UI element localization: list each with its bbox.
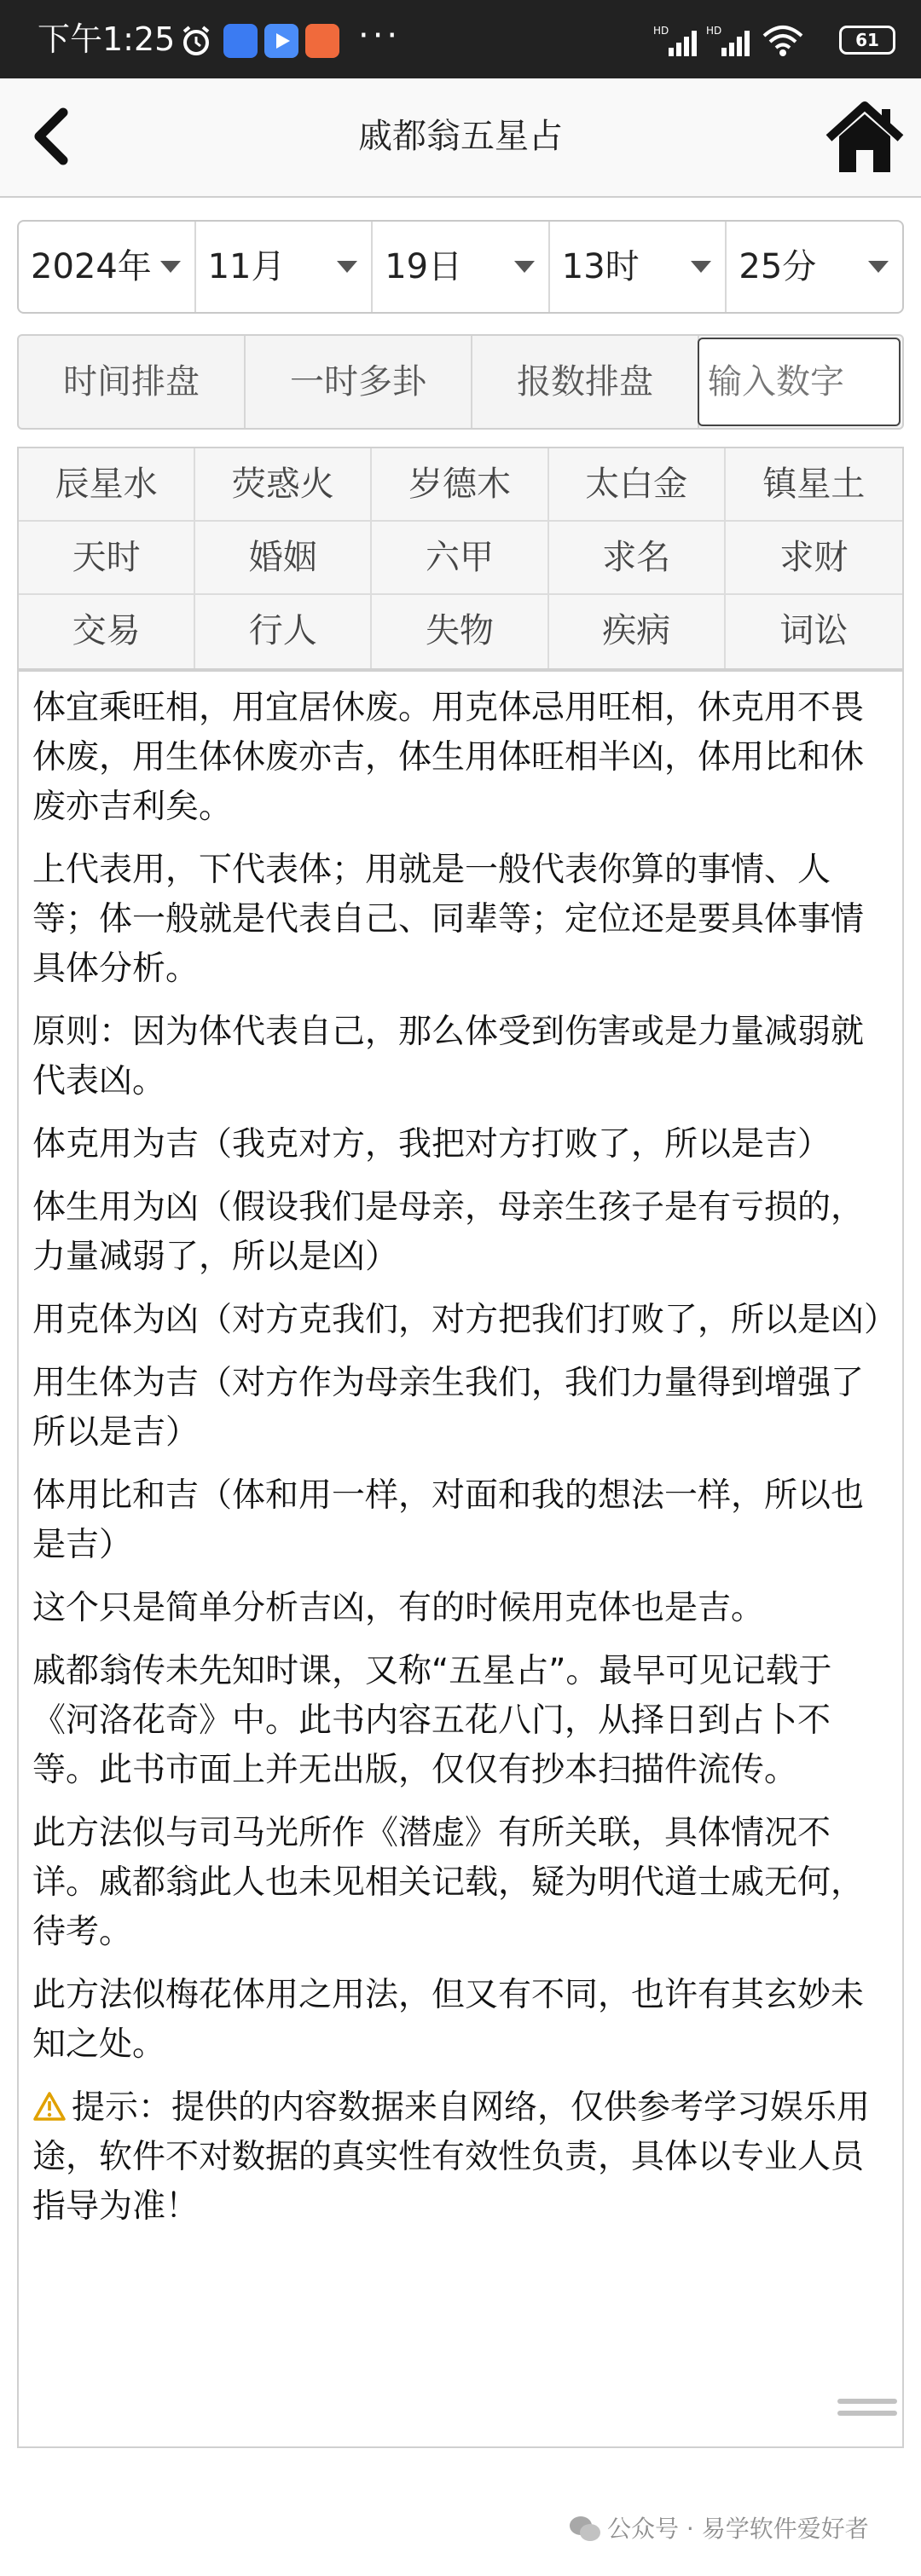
grid-item-saturn[interactable]: 镇星土 — [726, 448, 902, 522]
day-value: 19日 — [385, 247, 463, 286]
mode-tabs — [17, 334, 904, 430]
grid-item-lost-item[interactable]: 失物 — [372, 595, 548, 668]
hour-value: 13时 — [561, 247, 640, 286]
svg-text:HD: HD — [706, 25, 722, 37]
alarm-icon — [179, 24, 213, 58]
app-header — [0, 78, 921, 198]
notice-text: 提示：提供的内容数据来自网络，仅供参考学习娱乐用途，软件不对数据的真实性有效性负责，具体以专业人员指导为准！ — [32, 2088, 871, 2226]
watermark-text: 公众号 · 易学软件爱好者 — [607, 2515, 869, 2543]
grid-item-illness[interactable]: 疾病 — [549, 595, 726, 668]
chevron-down-icon — [337, 261, 357, 273]
hour-select[interactable] — [550, 222, 727, 312]
description-panel — [17, 670, 904, 2448]
year-value: 2024年 — [31, 247, 152, 286]
category-grid — [17, 447, 904, 670]
wechat-icon — [568, 2514, 602, 2544]
paragraph: 用克体为凶（对方克我们，对方把我们打败了，所以是凶） — [32, 1301, 898, 1339]
paragraph: 体生用为凶（假设我们是母亲，母亲生孩子是有亏损的，力量减弱了，所以是凶） — [32, 1188, 865, 1276]
paragraph: 体用比和吉（体和用一样，对面和我的想法一样，所以也是吉） — [32, 1476, 865, 1564]
page-title: 戚都翁五星占 — [358, 117, 563, 156]
paragraph: 原则：因为体代表自己，那么体受到伤害或是力量减弱就代表凶。 — [32, 1013, 865, 1100]
paragraph: 体克用为吉（我克对方，我把对方打败了，所以是吉） — [32, 1125, 831, 1164]
paragraph: 这个只是简单分析吉凶，有的时候用克体也是吉。 — [32, 1589, 765, 1627]
grid-item-trade[interactable]: 交易 — [19, 595, 195, 668]
wifi-icon — [761, 24, 805, 58]
grid-item-jupiter[interactable]: 岁德木 — [372, 448, 548, 522]
tab-time-chart[interactable]: 时间排盘 — [19, 336, 246, 428]
paragraph: 戚都翁传未先知时课，又称“五星占”。最早可见记载于《河洛花奇》中。此书内容五花八门，从择日到占卜不等。此书市面上并无出版，仅仅有抄本扫描件流传。 — [32, 1652, 832, 1789]
chevron-down-icon — [160, 261, 181, 273]
drag-handle-icon[interactable] — [837, 2395, 897, 2421]
tab-number-chart[interactable]: 报数排盘 — [472, 336, 699, 428]
day-select[interactable] — [373, 222, 550, 312]
app-notification-icon — [223, 24, 258, 58]
grid-item-mars[interactable]: 荧惑火 — [195, 448, 372, 522]
minute-value: 25分 — [739, 247, 817, 286]
month-select[interactable] — [196, 222, 374, 312]
paragraph: 上代表用，下代表体；用就是一般代表你算的事情、人等；体一般就是代表自己、同辈等；定位还是要具体事情具体分析。 — [32, 851, 865, 988]
grid-item-pregnancy[interactable]: 六甲 — [372, 522, 548, 595]
grid-item-mercury[interactable]: 辰星水 — [19, 448, 195, 522]
year-select[interactable] — [19, 222, 196, 312]
month-value: 11月 — [207, 247, 286, 286]
tab-multi-hexagram[interactable]: 一时多卦 — [246, 336, 472, 428]
paragraph: 用生体为吉（对方作为母亲生我们，我们力量得到增强了所以是吉） — [32, 1364, 865, 1452]
more-notifications-icon: ··· — [358, 16, 402, 55]
chevron-down-icon — [868, 261, 889, 273]
grid-item-marriage[interactable]: 婚姻 — [195, 522, 372, 595]
video-app-icon — [264, 24, 298, 58]
signal-hd2-icon — [706, 24, 752, 58]
grid-item-wealth[interactable]: 求财 — [726, 522, 902, 595]
paragraph: 此方法似与司马光所作《潜虚》有所关联，具体情况不详。戚都翁此人也未见相关记载，疑为明代道士戚无何，待考。 — [32, 1814, 865, 1951]
grid-item-traveler[interactable]: 行人 — [195, 595, 372, 668]
home-icon[interactable] — [824, 99, 906, 176]
chevron-down-icon — [514, 261, 535, 273]
game-app-icon — [305, 24, 339, 58]
warning-icon — [32, 2091, 67, 2122]
datetime-selector — [17, 220, 904, 314]
status-bar — [0, 0, 921, 78]
grid-item-fame[interactable]: 求名 — [549, 522, 726, 595]
status-time: 下午1:25 — [38, 20, 176, 58]
battery-icon — [839, 26, 895, 55]
chevron-down-icon — [691, 261, 711, 273]
signal-hd1-icon — [653, 24, 699, 58]
grid-item-weather[interactable]: 天时 — [19, 522, 195, 595]
grid-item-venus[interactable]: 太白金 — [549, 448, 726, 522]
minute-select[interactable] — [727, 222, 902, 312]
paragraph: 体宜乘旺相，用宜居休废。用克体忌用旺相，休克用不畏休废，用生体休废亦吉，体生用体旺相半凶，体用比和休废亦吉利矣。 — [32, 689, 865, 826]
watermark — [0, 2510, 921, 2553]
number-input[interactable] — [698, 338, 901, 426]
notice — [32, 2083, 889, 2232]
grid-item-lawsuit[interactable]: 词讼 — [779, 611, 849, 650]
battery-level: 61 — [855, 30, 879, 50]
paragraph: 此方法似梅花体用之用法，但又有不同，也许有其玄妙未知之处。 — [32, 1976, 865, 2064]
svg-text:HD: HD — [653, 25, 669, 37]
